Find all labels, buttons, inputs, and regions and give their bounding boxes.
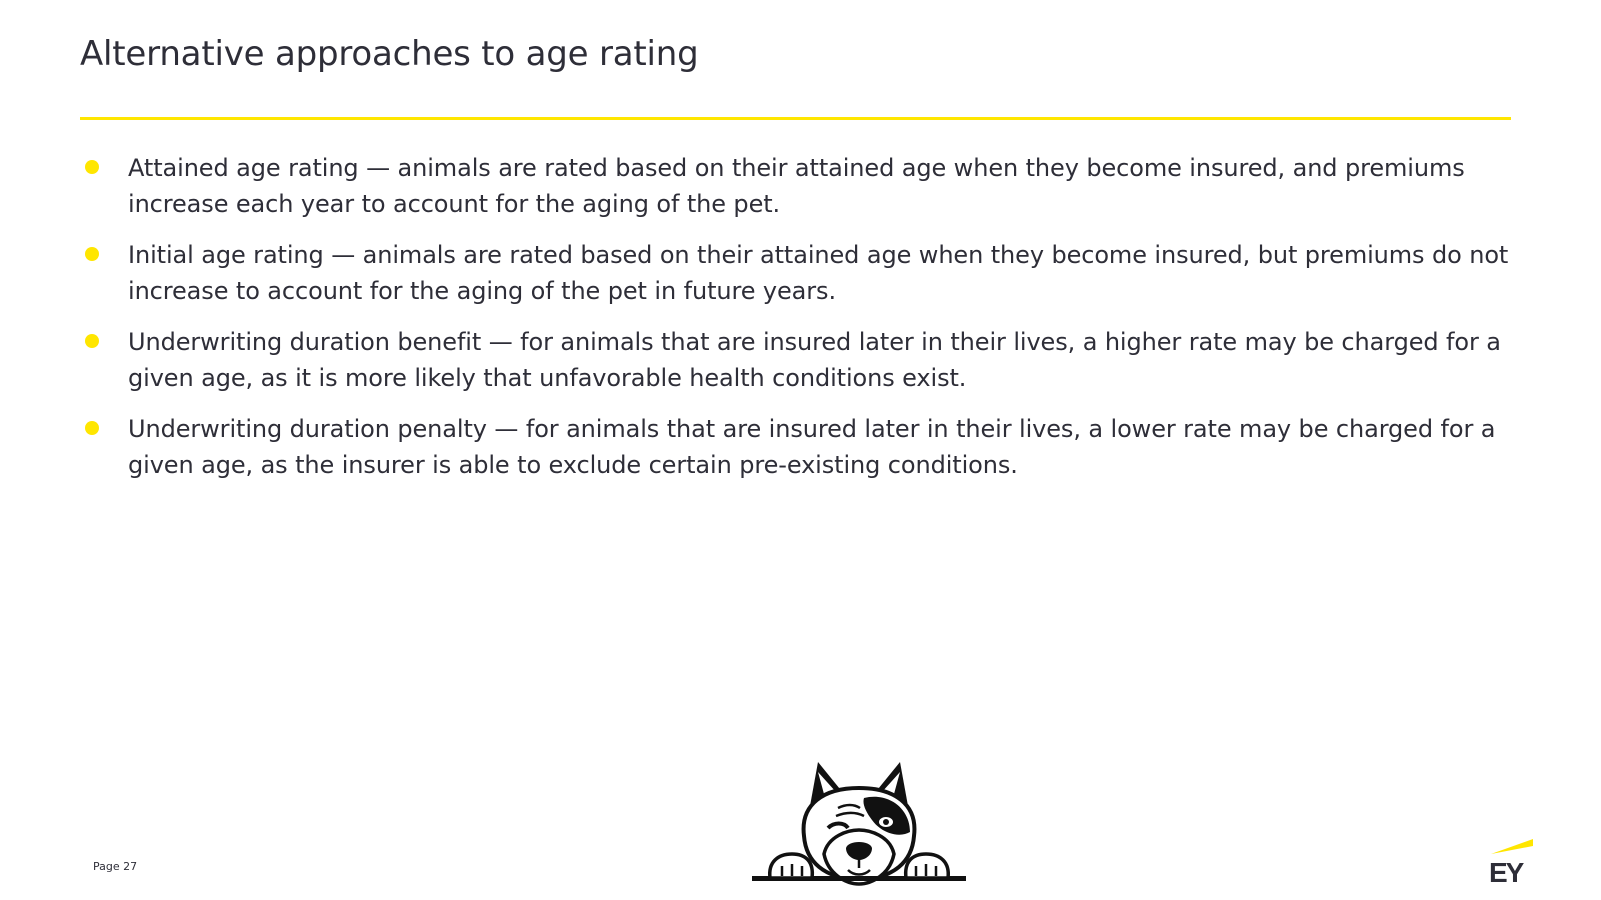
- bullet-text: Attained age rating — animals are rated based on their attained age when they become insured, and premiums increase each year to account for the aging of the pet.: [128, 154, 1465, 218]
- ey-logo-text: EY: [1489, 857, 1523, 886]
- bullet-item: [80, 324, 1540, 396]
- ey-logo: [1487, 838, 1535, 886]
- bullet-dot-icon: [85, 421, 99, 435]
- bullet-text: Underwriting duration benefit — for animals that are insured later in their lives, a higher rate may be charged for a given age, as it is more likely that unfavorable health conditions exist.: [128, 328, 1501, 392]
- bullet-item: [80, 411, 1540, 483]
- bullet-text: Underwriting duration penalty — for animals that are insured later in their lives, a lower rate may be charged for a given age, as the insurer is able to exclude certain pre-existing conditions.: [128, 415, 1496, 479]
- title-divider: [80, 117, 1511, 120]
- slide-title: Alternative approaches to age rating: [80, 34, 699, 74]
- bullet-list: [80, 150, 1540, 498]
- bullet-text: Initial age rating — animals are rated based on their attained age when they become insured, but premiums do not increase to account for the aging of the pet in future years.: [128, 241, 1509, 305]
- page-number: Page 27: [93, 860, 138, 873]
- bullet-dot-icon: [85, 247, 99, 261]
- dog-peeking-illustration: [748, 758, 970, 900]
- bullet-dot-icon: [85, 160, 99, 174]
- bullet-item: [80, 237, 1540, 309]
- bullet-dot-icon: [85, 334, 99, 348]
- bullet-item: [80, 150, 1540, 222]
